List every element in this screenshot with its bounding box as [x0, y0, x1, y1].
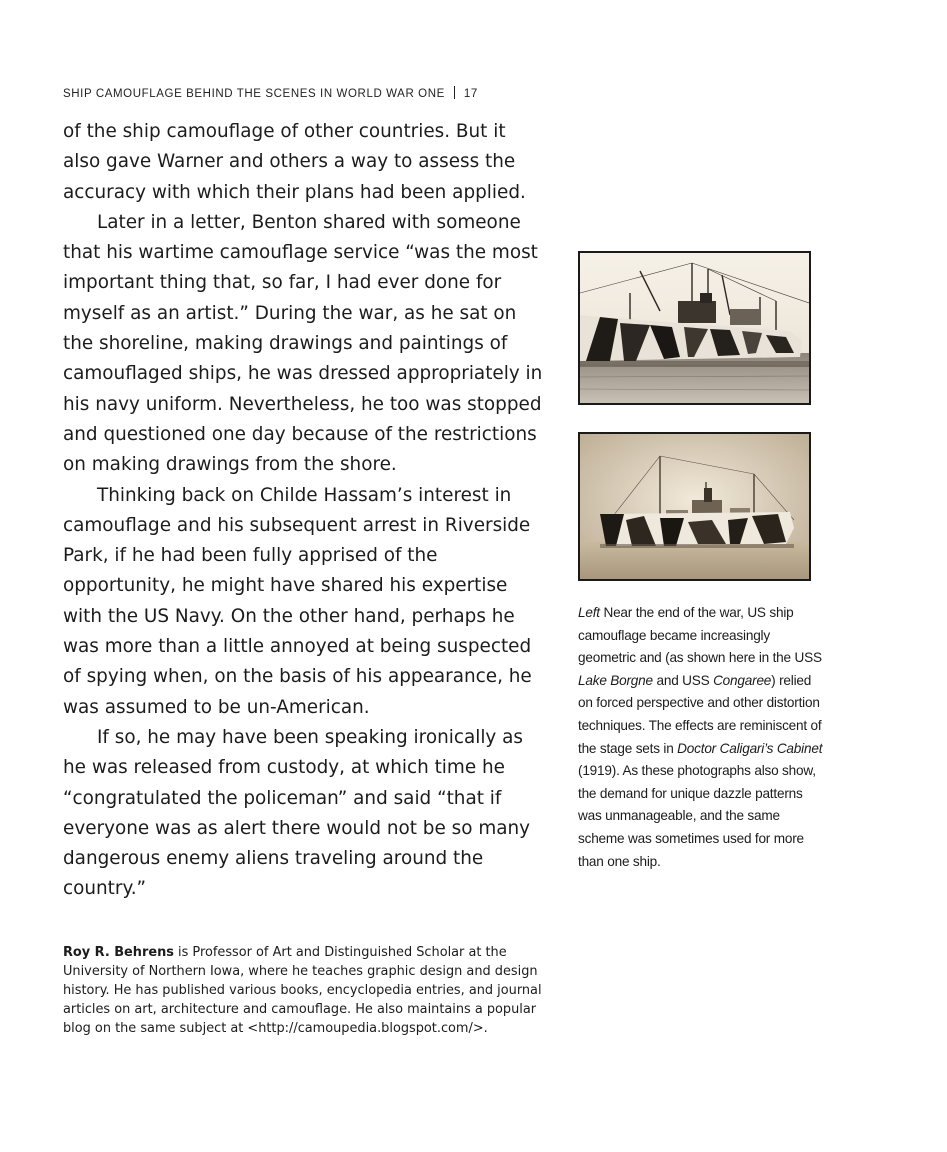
caption-text-2: and USS [652, 672, 714, 688]
paragraph-3: Thinking back on Childe Hassam’s interest in camouflage and his subsequent arrest in Riverside Park, if he had been fully apprised of the opportunity, he might have shared his expertise with the US Navy. On the other hand, perhaps he was more than a little annoyed at being suspected of spying when, on the basis of his appearance, he was assumed to be un-American. [63, 484, 532, 718]
paragraph-2: Later in a letter, Benton shared with someone that his wartime camouflage service “was the most important thing that, so far, I had ever done for myself as an artist.” During the war, as he sat on the shoreline, making drawings and paintings of camouflaged ships, he was dressed appropriately in his navy uniform. Nevertheless, he too was stopped and questioned one day because of the restrictions on making drawings from the shore. [63, 211, 543, 476]
caption-ship-1: Lake Borgne [578, 672, 653, 688]
running-head-title: SHIP CAMOUFLAGE BEHIND THE SCENES IN WORLD WAR ONE [63, 88, 445, 100]
photo-caption [578, 602, 823, 873]
caption-text-1: Near the end of the war, US ship camouflage became increasingly geometric and (as shown here in the USS [578, 605, 822, 666]
main-text [63, 117, 548, 905]
caption-film-title: Doctor Caligari’s Cabinet [677, 740, 823, 756]
author-bio-text: is Professor of Art and Distinguished Scholar at the University of Northern Iowa, where he teaches graphic design and design history. He has published various books, encyclopedia entries, and journal articles on art, architecture and camouflage. He also maintains a popular blog on the same subject at <http://camoupedia.blogspot.com/>. [63, 945, 542, 1036]
caption-text-4: (1919). As these photographs also show, the demand for unique dazzle patterns was unmanageable, and the same scheme was sometimes used for more than one ship. [578, 763, 816, 869]
ship-photo-2-image [580, 434, 809, 579]
running-head [63, 86, 478, 100]
paragraph-1: of the ship camouflage of other countries. But it also gave Warner and others a way to assess the accuracy with which their plans had been applied. [63, 121, 526, 203]
author-name: Roy R. Behrens [63, 945, 174, 960]
caption-lead: Left [578, 605, 600, 620]
ship-photo-lake-borgne [578, 251, 811, 405]
author-bio [63, 943, 553, 1038]
page-number: 17 [463, 88, 478, 100]
running-head-divider [454, 86, 455, 99]
caption-ship-2: Congaree [713, 672, 772, 688]
paragraph-4: If so, he may have been speaking ironically as he was released from custody, at which time he “congratulated the policeman” and said “that if everyone was as alert there would not be so many dangerous enemy aliens traveling around the country.” [63, 726, 531, 900]
ship-photo-1-image [580, 253, 809, 403]
ship-photo-congaree [578, 432, 811, 581]
caption-text-3: ) relied on forced perspective and other distortion techniques. The effects are reminiscent of the stage sets in [578, 672, 822, 756]
